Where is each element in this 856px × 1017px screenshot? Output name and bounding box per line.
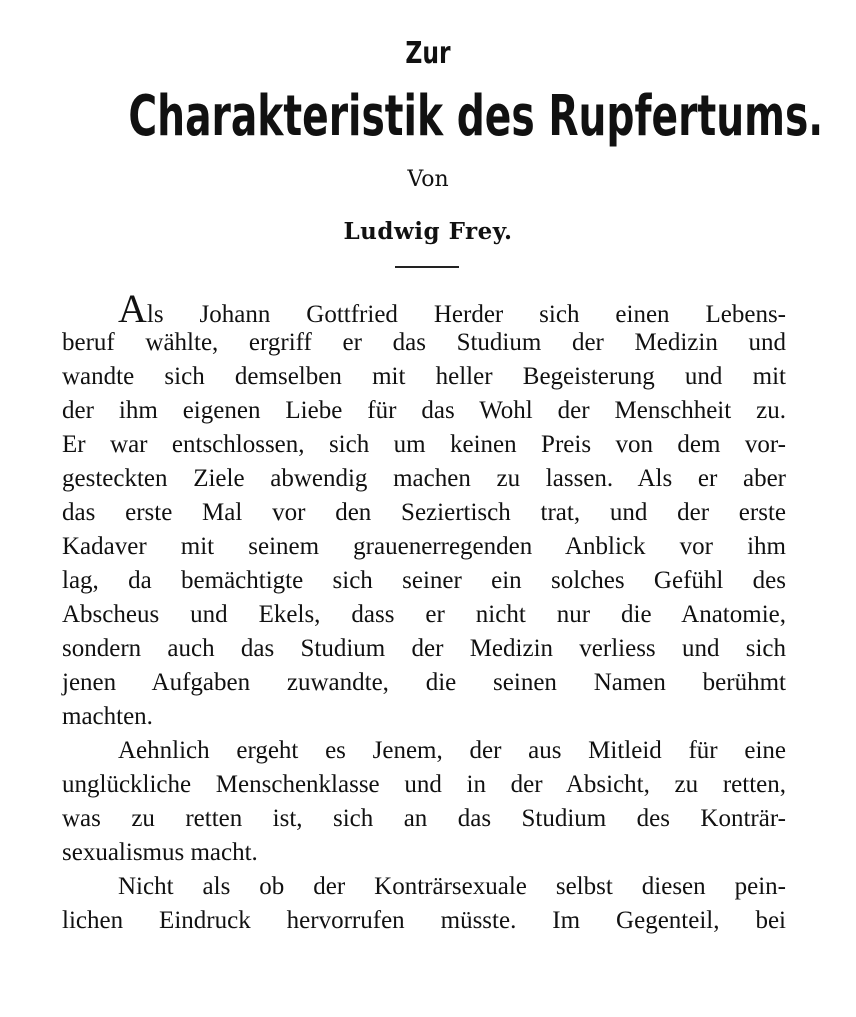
text-line: Als Johann Gottfried Herder sich einen Lebens-	[118, 286, 786, 331]
article-body	[62, 286, 786, 938]
title-kicker: Zur	[405, 36, 451, 71]
text-line: machten.	[62, 703, 153, 730]
author-name: Ludwig Frey.	[343, 218, 513, 245]
page-title: Charakteristik des Rupfertums.	[128, 84, 824, 149]
text-line: sondern auch das Studium der Medizin verliess und sich	[62, 635, 786, 662]
byline-von: Von	[407, 167, 449, 192]
text-line: jenen Aufgaben zuwandte, die seinen Namen berühmt	[62, 669, 786, 696]
text-line: der ihm eigenen Liebe für das Wohl der Menschheit zu.	[62, 397, 786, 424]
text-line: gesteckten Ziele abwendig machen zu lassen. Als er aber	[62, 465, 786, 492]
text-line: was zu retten ist, sich an das Studium des Konträr-	[62, 805, 786, 832]
text-line: sexualismus macht.	[62, 839, 258, 866]
text-line: lichen Eindruck hervorrufen müsste. Im Gegenteil, bei	[62, 907, 786, 934]
text-line: lag, da bemächtigte sich seiner ein solches Gefühl des	[62, 567, 786, 594]
title-divider	[395, 266, 459, 268]
text-line: Nicht als ob der Konträrsexuale selbst diesen pein-	[118, 873, 786, 900]
text-line: Abscheus und Ekels, dass er nicht nur die Anatomie,	[62, 601, 786, 628]
text-line: unglückliche Menschenklasse und in der Absicht, zu retten,	[62, 771, 786, 798]
text-line: beruf wählte, ergriff er das Studium der Medizin und	[62, 329, 786, 356]
text-line: Kadaver mit seinem grauenerregenden Anblick vor ihm	[62, 533, 786, 560]
drop-cap: A	[118, 286, 147, 331]
text-line: das erste Mal vor den Seziertisch trat, und der erste	[62, 499, 786, 526]
text-line: wandte sich demselben mit heller Begeisterung und mit	[62, 363, 786, 390]
text-line: Aehnlich ergeht es Jenem, der aus Mitleid für eine	[118, 737, 786, 764]
text-line: Er war entschlossen, sich um keinen Preis von dem vor-	[62, 431, 786, 458]
